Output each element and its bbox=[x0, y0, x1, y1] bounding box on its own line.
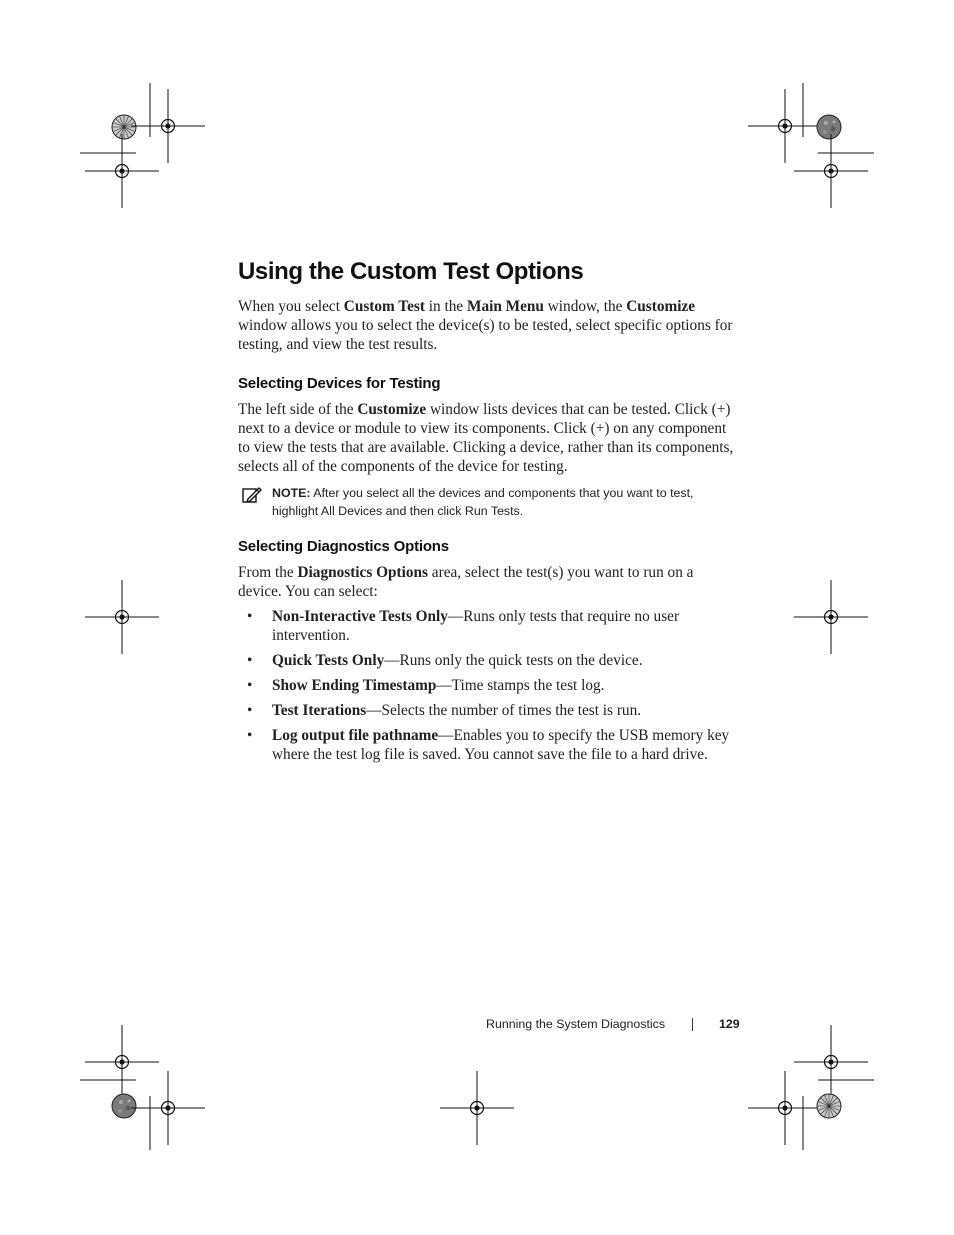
option-term: Log output file pathname bbox=[272, 727, 439, 744]
bullet: • bbox=[247, 677, 253, 694]
option-term: Show Ending Timestamp bbox=[272, 677, 437, 694]
custom-test-term: Custom Test bbox=[343, 298, 425, 315]
bullet: • bbox=[247, 608, 253, 625]
list-item bbox=[238, 701, 738, 720]
note-label: NOTE: bbox=[272, 486, 311, 500]
bullet: • bbox=[247, 702, 253, 719]
bullet: • bbox=[247, 652, 253, 669]
intro-paragraph: When you select Custom Test in the Main Menu window, the Customize window allows you to select the device(s) to be tested, select specific options for testing, and view the test results. bbox=[238, 298, 733, 353]
list-item bbox=[238, 607, 738, 645]
option-term: Test Iterations bbox=[272, 702, 367, 719]
footer-section-title: Running the System Diagnostics bbox=[486, 1017, 666, 1031]
option-description: —Enables you to specify the USB memory key where the test log file is saved. You cannot save the file to a hard drive. bbox=[272, 727, 730, 763]
note-pencil-icon bbox=[242, 486, 262, 504]
diagnostics-paragraph: From the Diagnostics Options area, select the test(s) you want to run on a device. You can select: bbox=[238, 564, 694, 600]
main-menu-term: Main Menu bbox=[467, 298, 544, 315]
customize-term: Customize bbox=[357, 401, 427, 418]
section-heading-diagnostics: Selecting Diagnostics Options bbox=[238, 538, 449, 555]
footer-divider bbox=[692, 1018, 693, 1031]
list-item bbox=[238, 726, 738, 764]
option-description: —Time stamps the test log. bbox=[436, 677, 605, 694]
devices-paragraph: The left side of the Customize window lists devices that can be tested. Click (+) next to a device or module to view its components. Click (+) on any component to view the tests that are available. Clicking a device, rather than its components, selects all of the components of the device for testing. bbox=[238, 401, 734, 475]
run-tests-term: Run Tests bbox=[464, 504, 520, 518]
note-callout: NOTE: After you select all the devices and components that you want to test, highlight All Devices and then click Run Tests. bbox=[238, 484, 738, 520]
list-item bbox=[238, 676, 738, 695]
section-heading-devices: Selecting Devices for Testing bbox=[238, 375, 441, 392]
list-item bbox=[238, 651, 738, 670]
page-content bbox=[238, 256, 738, 770]
option-description: —Runs only the quick tests on the device. bbox=[384, 652, 643, 669]
page-footer bbox=[486, 1014, 740, 1034]
customize-term: Customize bbox=[626, 298, 696, 315]
diagnostics-options-term: Diagnostics Options bbox=[297, 564, 428, 581]
diagnostics-options-list bbox=[238, 607, 738, 764]
page-number: 129 bbox=[719, 1017, 740, 1031]
all-devices-term: All Devices bbox=[320, 504, 383, 518]
option-term: Non-Interactive Tests Only bbox=[272, 608, 448, 625]
option-term: Quick Tests Only bbox=[272, 652, 385, 669]
page-title: Using the Custom Test Options bbox=[238, 258, 584, 285]
bullet: • bbox=[247, 727, 253, 744]
option-description: —Runs only tests that require no user intervention. bbox=[272, 608, 680, 644]
option-description: —Selects the number of times the test is run. bbox=[366, 702, 642, 719]
